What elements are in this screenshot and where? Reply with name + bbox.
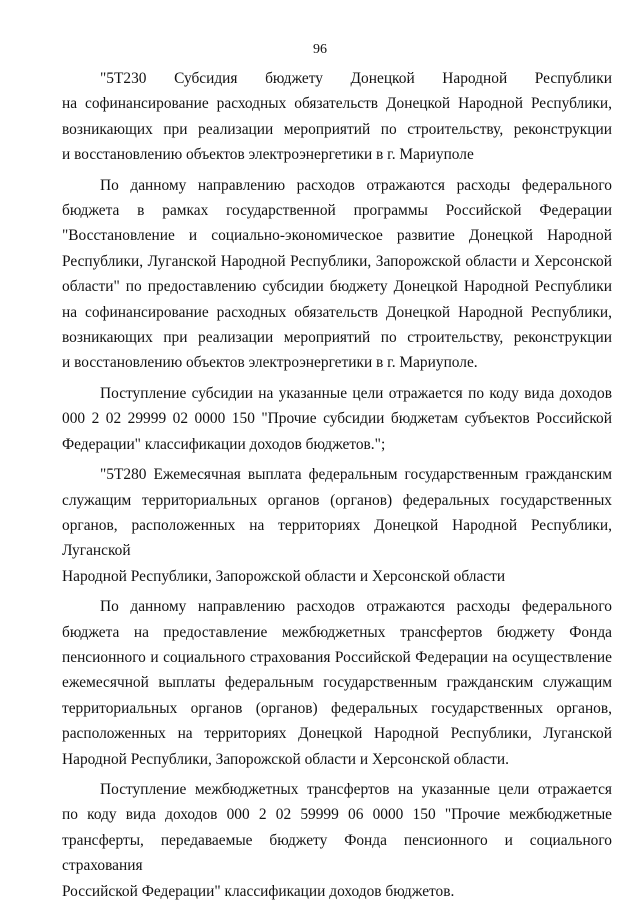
paragraph bbox=[62, 777, 612, 904]
text-line: Российской Федерации" классификации доходов бюджетов. bbox=[62, 882, 455, 900]
text-line: расположенных на территориях Донецкой Народной Республики, Луганской bbox=[62, 725, 612, 743]
text-line: Поступление субсидии на указанные цели отражается по коду вида доходов bbox=[100, 384, 612, 402]
text-line: на софинансирование расходных обязательств Донецкой Народной Республики, bbox=[62, 95, 612, 113]
text-line: и восстановлению объектов электроэнергетики в г. Мариуполе bbox=[62, 146, 474, 164]
text-line: Народной Республики, Запорожской области и Херсонской области bbox=[62, 567, 506, 585]
paragraph bbox=[62, 462, 612, 589]
text-line: Республики, Луганской Народной Республики, Запорожской области и Херсонской bbox=[62, 252, 612, 270]
text-line: По данному направлению расходов отражаются расходы федерального bbox=[100, 176, 612, 194]
text-line: по коду вида доходов 000 2 02 59999 06 0000 150 "Прочие межбюджетные bbox=[62, 806, 612, 824]
text-line: ежемесячной выплаты федеральным государственным гражданским служащим bbox=[62, 674, 612, 692]
text-line: бюджета на предоставление межбюджетных трансфертов бюджету Фонда bbox=[62, 623, 612, 641]
text-line: территориальных органов (органов) федеральных государственных органов, bbox=[62, 699, 612, 717]
text-line: Федерации" классификации доходов бюджетов."; bbox=[62, 435, 386, 453]
text-line: возникающих при реализации мероприятий по строительству, реконструкции bbox=[62, 329, 612, 347]
text-line: Поступление межбюджетных трансфертов на указанные цели отражается bbox=[100, 780, 612, 798]
text-line: возникающих при реализации мероприятий по строительству, реконструкции bbox=[62, 120, 612, 138]
page-number: 96 bbox=[313, 42, 327, 57]
text-line: области" по предоставлению субсидии бюджету Донецкой Народной Республики bbox=[62, 278, 612, 296]
text-line: "5Т230 Субсидия бюджету Донецкой Народной Республики bbox=[100, 70, 612, 87]
text-line: бюджета в рамках государственной программы Российской Федерации bbox=[62, 202, 612, 220]
text-line: органов, расположенных на территориях Донецкой Народной Республики, Луганской bbox=[62, 516, 612, 560]
text-line: По данному направлению расходов отражаются расходы федерального bbox=[100, 598, 612, 616]
text-line: "5Т280 Ежемесячная выплата федеральным государственным гражданским bbox=[100, 466, 612, 484]
text-line: "Восстановление и социально-экономическое развитие Донецкой Народной bbox=[62, 227, 612, 245]
text-line: на софинансирование расходных обязательств Донецкой Народной Республики, bbox=[62, 303, 612, 321]
text-line: и восстановлению объектов электроэнергетики в г. Мариуполе. bbox=[62, 354, 478, 372]
paragraph bbox=[62, 381, 612, 457]
paragraph bbox=[62, 594, 612, 772]
paragraph bbox=[62, 173, 612, 376]
paragraph bbox=[62, 66, 612, 168]
text-line: трансферты, передаваемые бюджету Фонда пенсионного и социального страхования bbox=[62, 831, 612, 875]
document-body bbox=[62, 66, 612, 904]
text-line: Народной Республики, Запорожской области и Херсонской области. bbox=[62, 750, 509, 768]
text-line: служащим территориальных органов (органов) федеральных государственных bbox=[62, 491, 612, 509]
text-line: 000 2 02 29999 02 0000 150 "Прочие субсидии бюджетам субъектов Российской bbox=[62, 410, 612, 428]
text-line: пенсионного и социального страхования Российской Федерации на осуществление bbox=[62, 648, 612, 666]
